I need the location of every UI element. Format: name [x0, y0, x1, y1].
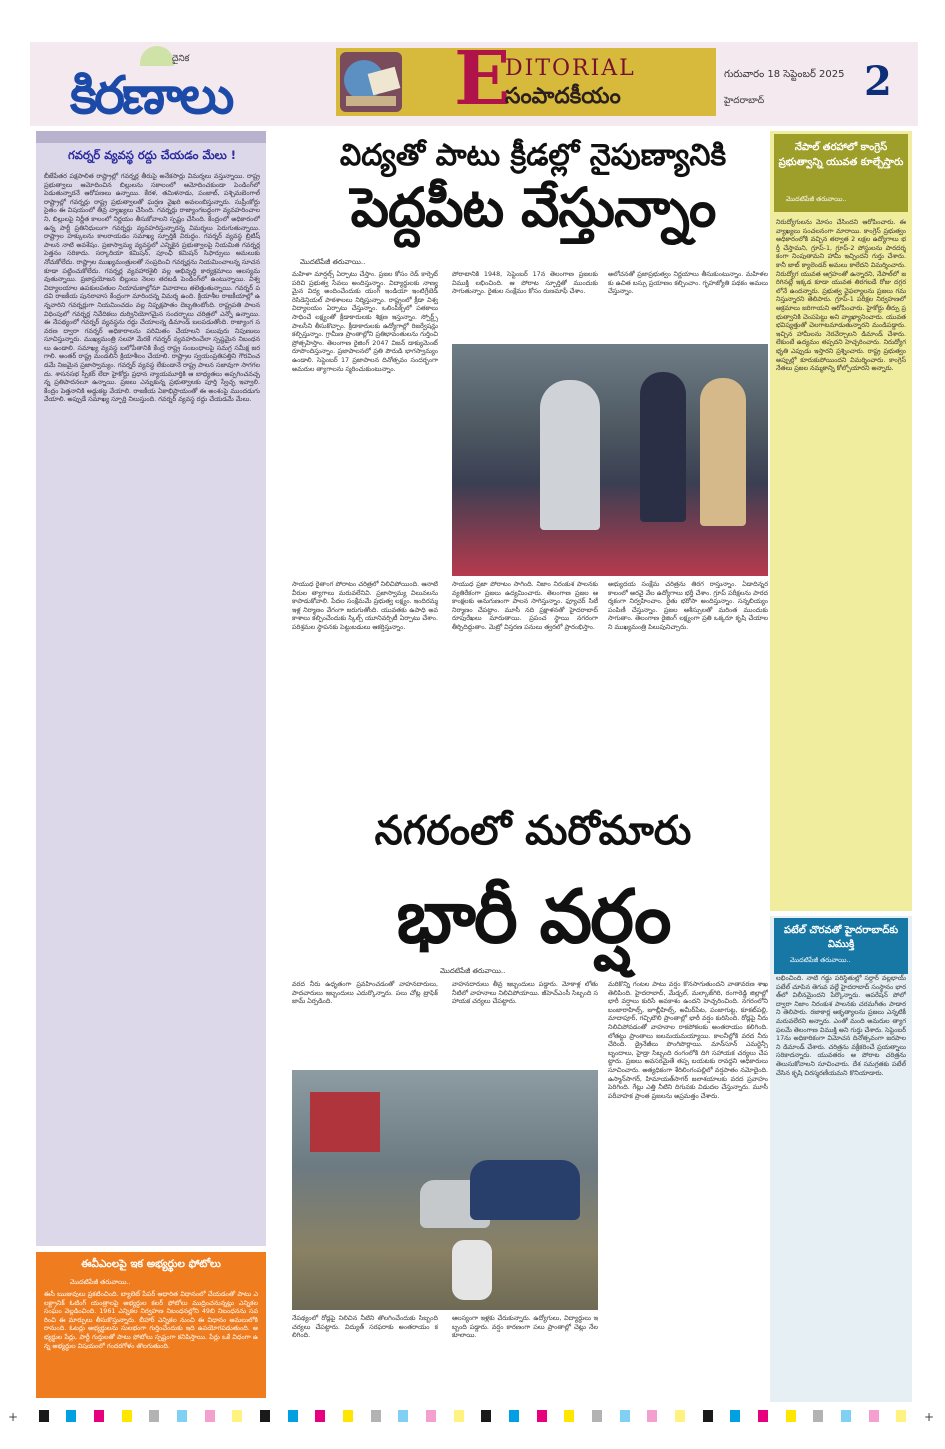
registration-color-cell — [177, 1410, 187, 1422]
registration-color-cell — [288, 1410, 298, 1422]
editorial-telugu-title: సంపాదకీయం — [505, 84, 621, 109]
evm-article-byline: మొదటిపేజీ తరువాయి.. — [70, 1278, 131, 1286]
left-article-top-bar — [36, 131, 266, 143]
rain-story-column-1-continued: నేపథ్యంలో రోడ్లపై నిలిచిన నీటిని తొలగించేందుకు సిబ్బంది చర్యలు చేపట్టారు. విద్యుత్ సరఫరాకు అంతరాయం కలిగింది. — [292, 1314, 438, 1340]
registration-color-cell — [647, 1410, 657, 1422]
registration-color-cell — [481, 1410, 491, 1422]
rain-story-column-3: మరికొన్ని గంటల పాటు వర్షం కొనసాగుతుందని వాతావరణ శాఖ తెలిపింది. హైదరాబాద్, మేడ్చల్, మల్కాజ్‌గిరి, రంగారెడ్డి జిల్లాల్లో భారీ వర్షాలు కురిసే అవకాశం ఉందని హెచ్చరించింది. నగరంలోని బంజారాహిల్స్, జూబ్లీహిల్స్, అమీర్‌పేట, పంజాగుట్ట, కూకట్‌పల్లి, మాదాపూర్, గచ్చిబౌలి ప్రాంతాల్లో భారీ వర్షం కురిసింది. రోడ్లపై నీరు నిలిచిపోవడంతో వాహనాల రాకపోకలకు అంతరాయం కలిగింది. లోతట్టు ప్రాంతాలు జలమయమయ్యాయి. కాలనీల్లోకి వరద నీరు చేరింది. డ్రైనేజీలు పొంగిపొర్లాయి. మాన్‌సూన్ ఎమర్జెన్సీ బృందాలు, హైడ్రా సిబ్బంది రంగంలోకి దిగి సహాయక చర్యలు చేపట్టారు. ప్రజలు అవసరమైతే తప్ప బయటకు రావద్దని అధికారులు సూచించారు. అత్యధికంగా శేరిలింగంపల్లిలో వర్షపాతం నమోదైంది. ఉస్మాన్‌సాగర్, హిమాయత్‌సాగర్ జలాశయాలకు వరద ప్రవాహం పెరిగింది. గేట్లు ఎత్తి నీటిని దిగువకు విడుదల చేస్తున్నారు. మూసీ పరీవాహక ప్రాంత ప్రజలను అప్రమత్తం చేశారు. — [608, 980, 768, 1100]
registration-color-cell — [398, 1410, 408, 1422]
rain-story-column-1: వరద నీరు ఉధృతంగా ప్రవహించడంతో వాహనదారులు, పాదచారులు ఇబ్బందులు ఎదుర్కొన్నారు. పలు చోట్ల ట్రాఫిక్ జామ్ ఏర్పడింది. — [292, 980, 438, 1006]
patel-article-body: లభించింది. నాటి గడ్డు పరిస్థితుల్లో సర్దార్ వల్లభాయ్ పటేల్ చూపిన తెగువ వల్లే హైదరాబాద్ సంస్థానం భారత్‌లో విలీనమైందని పేర్కొన్నారు. ఆపరేషన్ పోలో ద్వారా నిజాం నిరంకుశ పాలనకు చరమగీతం పాడారని తెలిపారు. రజాకార్ల అకృత్యాలను ప్రజలు ఎన్నటికీ మరువలేరని అన్నారు. ఎంతో మంది అమరుల త్యాగఫలమే తెలంగాణ విముక్తి అని గుర్తు చేశారు. సెప్టెంబర్ 17ను అధికారికంగా విమోచన దినోత్సవంగా జరపాలని డిమాండ్ చేశారు. చరిత్రను వక్రీకరించే ప్రయత్నాలు సరికాదన్నారు. యువతరం ఆ పోరాట చరిత్రను తెలుసుకోవాలని సూచించారు. దేశ సమగ్రతకు పటేల్ చేసిన కృషి చిరస్మరణీయమని కొనియాడారు. — [776, 974, 906, 1077]
registration-color-cell — [509, 1410, 519, 1422]
registration-color-cell — [869, 1410, 879, 1422]
editorial-initial: E — [454, 36, 511, 122]
registration-color-cell — [786, 1410, 796, 1422]
globe-newspaper-icon — [340, 52, 402, 112]
top-story-column-3: అలోచనతో ప్రజాప్రభుత్వం నిర్ణయాలు తీసుకుంటున్నాం. మహిళలకు ఉచిత బస్సు ప్రయాణం కల్పించాం. గృహజ్యోతి పథకం అమలు చేస్తున్నాం. — [608, 270, 768, 296]
page-number: 2 — [864, 58, 892, 105]
nepal-article-headline: నేపాల్ తరహాలో కాంగ్రెస్ ప్రభుత్వాన్ని యువత కూల్చేస్తారు — [774, 134, 908, 212]
registration-color-cell — [703, 1410, 713, 1422]
registration-color-cell — [426, 1410, 436, 1422]
registration-color-cell — [260, 1410, 270, 1422]
nepal-article-byline: మొదటిపేజీ తరువాయి.. — [786, 195, 847, 203]
rain-story-byline: మొదటిపేజీ తరువాయి.. — [440, 967, 506, 975]
top-story-column-2: పోరాటానికి 1948, సెప్టెంబర్ 17న తెలంగాణ ప్రజలకు విముక్తి లభించింది. ఆ పోరాట స్ఫూర్తితో ముందుకు సాగుతున్నాం. రైతుల సంక్షేమం కోసం రుణమాఫీ చేశాం. — [452, 270, 598, 296]
patel-article-headline: పటేల్ చొరవతో హైదరాబాద్‌కు విముక్తి — [774, 918, 908, 974]
registration-color-cell — [66, 1410, 76, 1422]
left-article-headline: గవర్నర్ వ్యవస్థ రద్దు చేయడం మేలు ! — [67, 148, 236, 162]
registration-color-cell — [620, 1410, 630, 1422]
registration-color-cell — [94, 1410, 104, 1422]
color-registration-strip — [30, 1410, 915, 1422]
top-story-column-5: అభ్యుదయ సంక్షేమ చరిత్రను తిరగ రాస్తున్నాం. ఏడాదిన్నర కాలంలో అరవై వేల ఉద్యోగాలు భర్తీ చేశాం. గ్రూప్ పరీక్షలను పారదర్శకంగా నిర్వహించాం. రైతు భరోసా అందిస్తున్నాం. సన్నబియ్యం పంపిణీ చేస్తున్నాం. ప్రజల ఆశీస్సులతో మరింత ముందుకు సాగుతాం. తెలంగాణ రైజింగ్ లక్ష్యంగా ప్రతి ఒక్కరూ కృషి చేయాలని ముఖ్యమంత్రి పిలుపునిచ్చారు. — [608, 580, 768, 631]
registration-color-cell — [896, 1410, 906, 1422]
registration-color-cell — [122, 1410, 132, 1422]
edition-city: హైదరాబాద్ — [724, 96, 765, 106]
registration-color-cell — [730, 1410, 740, 1422]
registration-color-cell — [371, 1410, 381, 1422]
photo-scooter-rider — [452, 1240, 492, 1300]
registration-color-cell — [343, 1410, 353, 1422]
top-story-column-1: మహిళా మార్షల్స్ ఏర్పాటు చేస్తాం. ప్రజల కోసం రెడ్ కార్పెట్ పరిచి ప్రభుత్వ సేవలు అందిస్తున్నాం. విద్యార్థులకు నాణ్యమైన విద్య అందించేందుకు యంగ్ ఇండియా ఇంటిగ్రేటెడ్ రెసిడెన్షియల్ పాఠశాలలు నిర్మిస్తున్నాం. రాష్ట్రంలో క్రీడా విశ్వవిద్యాలయం ఏర్పాటు చేస్తున్నాం. ఒలింపిక్స్‌లో పతకాలు సాధించే లక్ష్యంతో క్రీడాకారులకు శిక్షణ ఇస్తున్నాం. స్పోర్ట్స్ పాలసీని తీసుకొచ్చాం. క్రీడాకారులకు ఉద్యోగాల్లో రిజర్వేషన్లు కల్పిస్తున్నాం. గ్రామీణ ప్రాంతాల్లోని ప్రతిభావంతులను గుర్తించి ప్రోత్సహిస్తాం. తెలంగాణ రైజింగ్ 2047 విజన్ డాక్యుమెంట్ రూపొందిస్తున్నాం. ప్రజాపాలనలో ప్రతి పౌరుడి భాగస్వామ్యం ఉండాలి. సెప్టెంబర్ 17 ప్రజాపాలన దినోత్సవం సందర్భంగా అమరుల త్యాగాలను స్మరించుకుంటున్నాం. — [292, 270, 438, 373]
logo-tagline: దైనిక — [172, 54, 190, 64]
top-story-headline-line1: విద్యతో పాటు క్రీడల్లో నైపుణ్యానికి — [339, 138, 727, 173]
top-story-headline-line2: పెద్దపీట వేస్తున్నాం — [350, 176, 716, 239]
rain-story-headline-line2: భారీ వర్షం — [396, 874, 670, 960]
registration-color-cell — [592, 1410, 602, 1422]
registration-color-cell — [675, 1410, 685, 1422]
registration-color-cell — [149, 1410, 159, 1422]
registration-color-cell — [841, 1410, 851, 1422]
registration-color-cell — [315, 1410, 325, 1422]
top-story-byline: మొదటిపేజీ తరువాయి.. — [300, 258, 366, 266]
photo-figure-white-kurta — [540, 380, 600, 530]
nepal-article-body: నిరుద్యోగులను మోసం చేసిందని ఆరోపించారు. ఈ వ్యాఖ్యలు సంచలనంగా మారాయి. కాంగ్రెస్ ప్రభుత్వం అధికారంలోకి వచ్చిన తర్వాత 2 లక్షల ఉద్యోగాలు భర్తీ చేస్తామని, గ్రూప్-1, గ్రూప్-2 పోస్టులను పారదర్శకంగా నింపుతామని హామీ ఇచ్చిందని గుర్తు చేశారు. కానీ జాబ్ క్యాలెండర్ అమలు కాలేదని విమర్శించారు. నిరుద్యోగ యువత ఆగ్రహంతో ఉన్నారని, నేపాల్‌లో జరిగినట్లే ఇక్కడ కూడా యువత తిరగబడే రోజు దగ్గరలోనే ఉందన్నారు. ప్రభుత్వ వైఫల్యాలను ప్రజలు గమనిస్తున్నారని తెలిపారు. గ్రూప్-1 పరీక్షల నిర్వహణలో అక్రమాలు జరిగాయని ఆరోపించారు. హైకోర్టు తీర్పు ప్రభుత్వానికి చెంపపెట్టు అని వ్యాఖ్యానించారు. యువత భవిష్యత్తుతో చెలగాటమాడుతున్నారని మండిపడ్డారు. ఇచ్చిన హామీలను నెరవేర్చాలని డిమాండ్ చేశారు. లేకుంటే ఉద్యమం తప్పదని హెచ్చరించారు. నిరుద్యోగ భృతి ఎప్పుడు ఇస్తారని ప్రశ్నించారు. రాష్ట్ర ప్రభుత్వం అప్పుల్లో కూరుకుపోయిందని విమర్శించారు. కాంగ్రెస్ నేతలు ప్రజల నమ్మకాన్ని కోల్పోయారని అన్నారు. — [776, 218, 906, 373]
photo-figure-officer — [700, 378, 746, 526]
photo-blue-car — [470, 1160, 580, 1220]
registration-crosshair-icon: + — [924, 1410, 935, 1424]
registration-color-cell — [232, 1410, 242, 1422]
photo-figure-suit — [640, 372, 686, 522]
newspaper-logo: కిరణాలు — [70, 66, 232, 126]
registration-color-cell — [205, 1410, 215, 1422]
rain-story-column-2-continued: ఆలస్యంగా ఇళ్లకు చేరుకున్నారు. ఉద్యోగులు, విద్యార్థులు ఇబ్బంది పడ్డారు. వర్షం కారణంగా పలు ప్రాంతాల్లో చెట్లు నేలకూలాయి. — [452, 1314, 598, 1340]
evm-article-headline: ఈవీఎంలపై ఇక అభ్యర్థుల ఫోటోలు — [81, 1258, 221, 1270]
patel-article-byline: మొదటిపేజీ తరువాయి.. — [790, 956, 851, 964]
photo-red-bus — [310, 1092, 380, 1152]
registration-color-cell — [537, 1410, 547, 1422]
registration-crosshair-icon: + — [8, 1410, 19, 1424]
rain-story-column-2: వాహనదారులు తీవ్ర ఇబ్బందులు పడ్డారు. మోకాళ్ల లోతు నీటిలో వాహనాలు నిలిచిపోయాయి. జీహెచ్ఎంసీ సిబ్బంది సహాయక చర్యలు చేపట్టారు. — [452, 980, 598, 1006]
issue-date: గురువారం 18 సెప్టెంబర్ 2025 — [724, 69, 845, 80]
registration-color-cell — [454, 1410, 464, 1422]
evm-article-body: ఈసీ ఋజువులు ప్రకటించింది. బ్యాలెట్ పేపర్ ఆధారిత విధానంలో చేయడంతో పాటు ఎలక్ట్రానిక్ ఓటింగ్ యంత్రాలపై అభ్యర్థుల కలర్ ఫోటోలు ముద్రించనున్నట్లు ఎన్నికల సంఘం వెల్లడించింది. 1961 ఎన్నికల నిర్వహణ నిబంధనల్లోని 49బి నిబంధనను సవరించి ఈ మార్పులు తీసుకొస్తున్నారు. బీహార్ ఎన్నికల నుంచి ఈ విధానం అమలులోకి రానుంది. ఓటర్లు అభ్యర్థులను సులభంగా గుర్తించేందుకు ఇది ఉపయోగపడుతుంది. అభ్యర్థుల పేర్లు, పార్టీ గుర్తులతో పాటు ఫోటోలు స్పష్టంగా కనిపిస్తాయి. పేర్లు ఒకే విధంగా ఉన్న అభ్యర్థుల విషయంలో గందరగోళం తొలగుతుంది. — [44, 1290, 258, 1350]
registration-color-cell — [758, 1410, 768, 1422]
top-story-column-1-continued: సాయుధ రైతాంగ పోరాటం చరిత్రలో నిలిచిపోయింది. ఆనాటి వీరుల త్యాగాలు మరువలేనివి. ప్రజాస్వామ్య విలువలను కాపాడుకోవాలి. పేదల సంక్షేమమే ప్రభుత్వ లక్ష్యం. ఇందిరమ్మ ఇళ్ల నిర్మాణం వేగంగా జరుగుతోంది. యువతకు ఉపాధి అవకాశాలు కల్పించేందుకు స్కిల్స్ యూనివర్సిటీ ఏర్పాటు చేశాం. పరిశ్రమల స్థాపనకు పెట్టుబడులు ఆకర్షిస్తున్నాం. — [292, 580, 438, 631]
rain-story-headline-line1: నగరంలో మరోమారు — [374, 808, 692, 854]
registration-color-cell — [813, 1410, 823, 1422]
registration-color-cell — [39, 1410, 49, 1422]
top-story-column-4: సాయుధ ప్రజా పోరాటం సాగింది. నిజాం నిరంకుశ పాలనకు వ్యతిరేకంగా ప్రజలు ఉద్యమించారు. తెలంగాణ ప్రజల ఆకాంక్షలకు అనుగుణంగా పాలన సాగిస్తున్నాం. ఫ్యూచర్ సిటీ నిర్మాణం చేపట్టాం. మూసీ నది ప్రక్షాళనతో హైదరాబాద్ రూపురేఖలు మారుతాయి. ప్రపంచ స్థాయి నగరంగా తీర్చిదిద్దుతాం. మెట్రో విస్తరణ పనులు త్వరలో ప్రారంభిస్తాం. — [452, 580, 598, 631]
editorial-word: DITORIAL — [505, 56, 636, 81]
registration-color-cell — [564, 1410, 574, 1422]
left-article-body: బీజేపేతర పక్షపాలిత రాష్ట్రాల్లో గవర్నర్ల తీరుపై అనేకసార్లు విమర్శలు వస్తున్నాయి. రాష్ట్ర ప్రభుత్వాలు ఆమోదించిన బిల్లులను సకాలంలో ఆమోదించకుండా పెండింగ్‌లో పెడుతున్నారనే ఆరోపణలు ఉన్నాయి. కేరళ, తమిళనాడు, పంజాబ్, పశ్చిమబెంగాల్ రాష్ట్రాల్లో గవర్నర్లు రాష్ట్ర ప్రభుత్వాలతో ఘర్షణ వైఖరి అవలంబిస్తున్నారు. సుప్రీంకోర్టు సైతం ఈ విషయంలో తీవ్ర వ్యాఖ్యలు చేసింది. గవర్నర్లు రాజ్యాంగబద్ధంగా వ్యవహరించాలని, బిల్లులపై నిర్ణీత కాలంలో నిర్ణయం తీసుకోవాలని స్పష్టం చేసింది. కేంద్రంలో అధికారంలో ఉన్న పార్టీ ప్రతినిధులుగా గవర్నర్లు వ్యవహరిస్తున్నారన్న విమర్శలు పెరుగుతున్నాయి. రాష్ట్రాల హక్కులను కాలరాయడం సమాఖ్య స్ఫూర్తికి విరుద్ధం. గవర్నర్ వ్యవస్థ బ్రిటిష్ పాలన నాటి అవశేషం. ప్రజాస్వామ్య వ్యవస్థలో ఎన్నికైన ప్రభుత్వాలపై నియమిత గవర్నర్ల పెత్తనం సరికాదు. సర్కారియా కమిషన్, పూంఛీ కమిషన్ సిఫార్సులు అమలుకు నోచుకోలేదు. రాష్ట్రాల ముఖ్యమంత్రులతో సంప్రదించి గవర్నర్లను నియమించాలన్న సూచన కూడా పట్టించుకోలేదు. గవర్నర్ల వ్యవహారశైలి వల్ల అభివృద్ధి కార్యక్రమాలు ఆలస్యమవుతున్నాయి. ప్రజాప్రయోజన బిల్లులు నెలల తరబడి పెండింగ్‌లో ఉంటున్నాయి. విశ్వవిద్యాలయాల ఉపకులపతుల నియామకాల్లోనూ వివాదాలు తలెత్తుతున్నాయి. గవర్నర్ పదవి రాజకీయ పునరావాస కేంద్రంగా మారిందన్న విమర్శ ఉంది. క్రియాశీల రాజకీయాల్లో ఉన్నవారిని గవర్నర్లుగా నియమించడం వల్ల నిష్పక్షపాతం దెబ్బతింటోంది. రాష్ట్రపతి పాలన విధింపులో గవర్నర్ల నివేదికలు దుర్వినియోగమైన సందర్భాలు చరిత్రలో ఎన్నో ఉన్నాయి. ఈ నేపథ్యంలో గవర్నర్ వ్యవస్థను రద్దు చేయాలన్న డిమాండ్ బలపడుతోంది. రాజ్యాంగ సవరణ ద్వారా గవర్నర్ అధికారాలను పరిమితం చేయాలని పలువురు నిపుణులు సూచిస్తున్నారు. ముఖ్యమంత్రి సలహా మేరకే గవర్నర్ వ్యవహరించేలా స్పష్టమైన నిబంధనలు ఉండాలి. సమాఖ్య వ్యవస్థ బలోపేతానికి కేంద్ర రాష్ట్ర సంబంధాలపై సమగ్ర సమీక్ష జరగాలి. అంతర్ రాష్ట్ర మండలిని క్రియాశీలం చేయాలి. రాష్ట్రాల స్వయంప్రతిపత్తిని గౌరవించడమే నిజమైన ప్రజాస్వామ్యం. గవర్నర్ వ్యవస్థ లేకుండానే రాష్ట్ర పాలన సజావుగా సాగగలదు. శాసనసభ స్పీకర్ లేదా హైకోర్టు ప్రధాన న్యాయమూర్తికి ఆ బాధ్యతలు అప్పగించవచ్చన్న ప్రతిపాదనలూ ఉన్నాయి. ప్రజలు ఎన్నుకున్న ప్రభుత్వాలకు పూర్తి స్వేచ్ఛ ఇవ్వాలి. కేంద్రం పెత్తనానికి అడ్డుకట్ట వేయాలి. రాజకీయ ఏకాభిప్రాయంతో ఈ అంశంపై ముందడుగు వేయాలి. అప్పుడే సమాఖ్య స్ఫూర్తి నిలుస్తుంది. గవర్నర్ వ్యవస్థ రద్దు చేయడమే మేలు. — [44, 172, 260, 404]
